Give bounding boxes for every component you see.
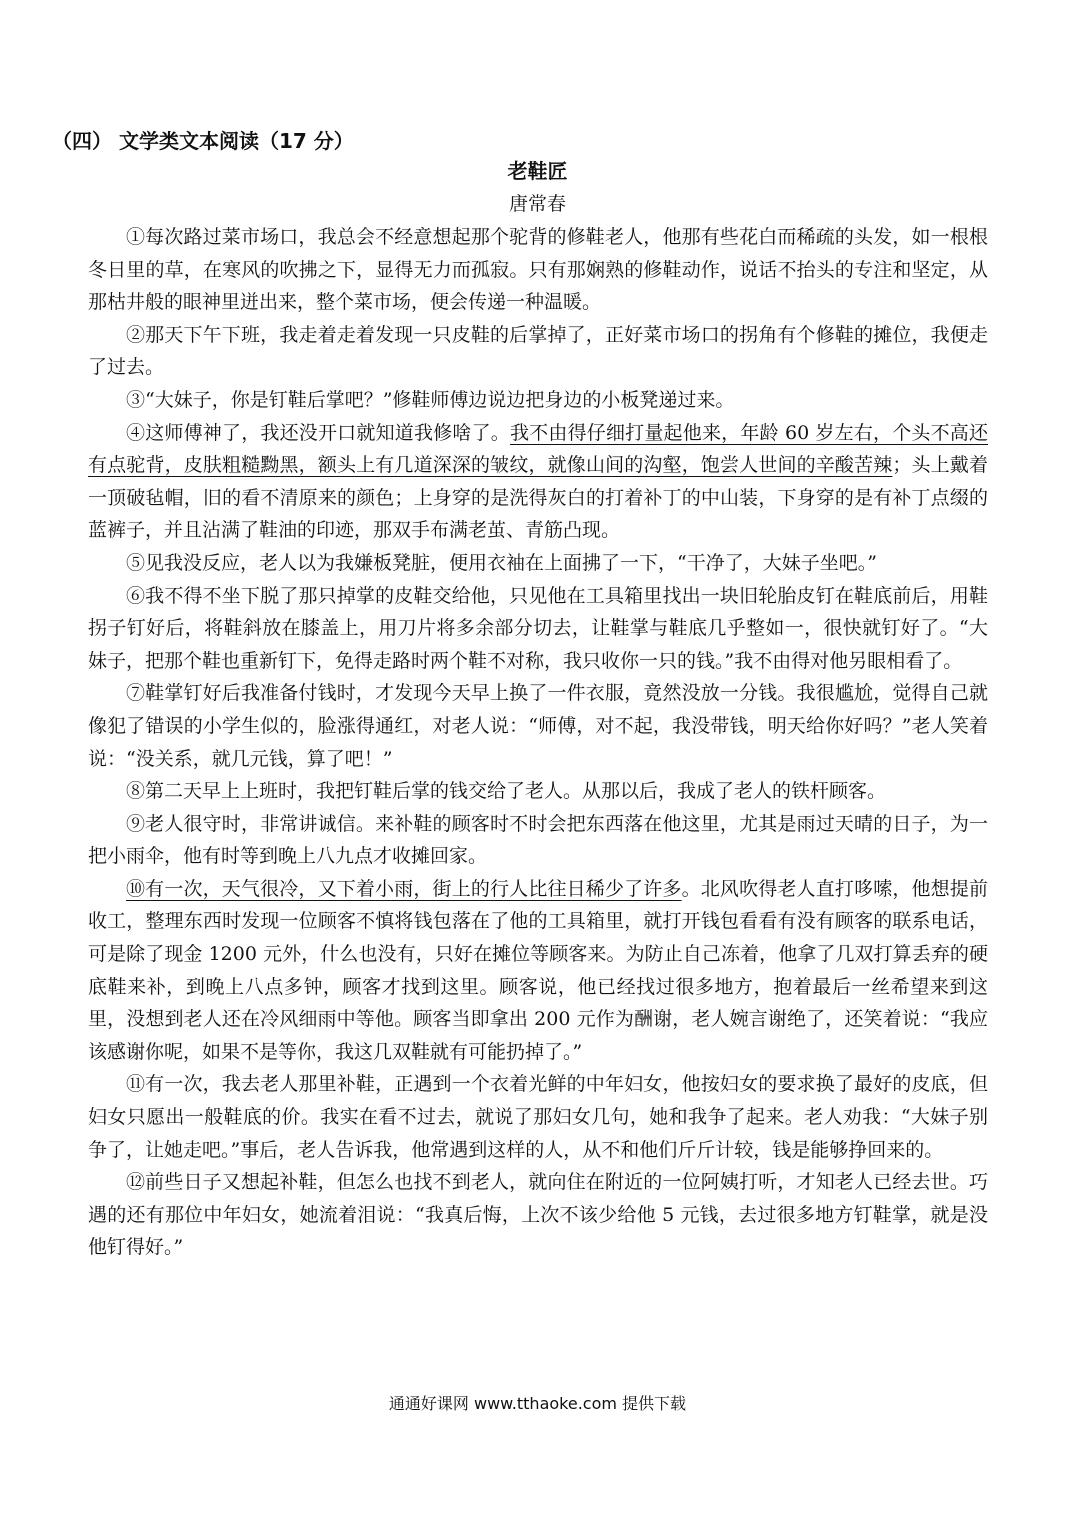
paragraph-2: ②那天下午下班，我走着走着发现一只皮鞋的后掌掉了，正好菜市场口的拐角有个修鞋的摊位，我便走了过去。 xyxy=(88,323,988,379)
section-heading: （四） 文学类文本阅读（17 分） xyxy=(52,129,354,153)
paragraph-4 xyxy=(88,417,988,547)
paragraph-11: ⑪有一次，我去老人那里补鞋，正遇到一个衣着光鲜的中年妇女，他按妇女的要求换了最好的皮底，但妇女只愿出一般鞋底的价。我实在看不过去，就说了那妇女几句，她和我争了起来。老人劝我：“大妹子别争了，让她走吧。”事后，老人告诉我，他常遇到这样的人，从不和他们斤斤计较，钱是能够挣回来的。 xyxy=(88,1073,988,1161)
article-author: 唐常春 xyxy=(508,193,566,215)
paragraph-6: ⑥我不得不坐下脱了那只掉掌的皮鞋交给他，只见他在工具箱里找出一块旧轮胎皮钉在鞋底前后，用鞋拐子钉好后，将鞋斜放在膝盖上，用刀片将多余部分切去，让鞋掌与鞋底几乎整如一，很快就钉好了。“大妹子，把那个鞋也重新钉下，免得走路时两个鞋不对称，我只收你一只的钱。”我不由得对他另眼相看了。 xyxy=(88,584,988,672)
paragraph-10 xyxy=(88,873,988,1069)
paragraph-4-underlined-sentence: 我不由得仔细打量起他来，年龄 60 岁左右，个头不高还有点驼背，皮肤粗糙黝黑，额头上有几道深深的皱纹，就像山间的沟壑，饱尝人世间的辛酸苦辣 xyxy=(88,421,988,477)
paragraph-1: ①每次路过菜市场口，我总会不经意想起那个驼背的修鞋老人，他那有些花白而稀疏的头发，如一根根冬日里的草，在寒风的吹拂之下，显得无力而孤寂。只有那娴熟的修鞋动作，说话不抬头的专注和坚定，从那枯井般的眼神里迸出来，整个菜市场，便会传递一种温暖。 xyxy=(88,226,988,314)
paragraph-10-rest: 。北风吹得老人直打哆嗦，他想提前收工，整理东西时发现一位顾客不慎将钱包落在了他的工具箱里，就打开钱包看看有没有顾客的联系电话，可是除了现金 1200 元外，什么也没有，只好在摊位等顾客来。为防止自己冻着，他拿了几双打算丢弃的硬底鞋来补，到晚上八点多钟，顾客才找到这里。顾客说，他已经找过很多地方，抱着最后一丝希望来到这里，没想到老人还在冷风细雨中等他。顾客当即拿出 200 元作为酬谢，老人婉言谢绝了，还笑着说：“我应该感谢你呢，如果不是等你，我这几双鞋就有可能扔掉了。” xyxy=(88,877,988,1063)
download-footer: 通通好课网 www.tthaoke.com 提供下载 xyxy=(388,1394,687,1413)
paragraph-3: ③“大妹子，你是钉鞋后掌吧？”修鞋师傅边说边把身边的小板凳递过来。 xyxy=(126,388,735,411)
paragraph-9: ⑨老人很守时，非常讲诚信。来补鞋的顾客时不时会把东西落在他这里，尤其是雨过天晴的日子，为一把小雨伞，他有时等到晚上八九点才收摊回家。 xyxy=(88,812,988,868)
paragraph-4-rest: ；头上戴着一顶破毡帽，旧的看不清原来的颜色；上身穿的是洗得灰白的打着补丁的中山装，下身穿的是有补丁点缀的蓝裤子，并且沾满了鞋油的印迹，那双手布满老茧、青筋凸现。 xyxy=(88,454,988,542)
paragraph-5: ⑤见我没反应，老人以为我嫌板凳脏，便用衣袖在上面拂了一下，“干净了，大妹子坐吧。” xyxy=(126,551,877,574)
paragraph-7: ⑦鞋掌钉好后我准备付钱时，才发现今天早上换了一件衣服，竟然没放一分钱。我很尴尬，觉得自己就像犯了错误的小学生似的，脸涨得通红，对老人说：“师傅，对不起，我没带钱，明天给你好吗？”老人笑着说：“没关系，就几元钱，算了吧！” xyxy=(88,682,988,770)
article-title: 老鞋匠 xyxy=(507,159,568,183)
paragraph-10-underlined-sentence: ⑩有一次，天气很冷，又下着小雨，街上的行人比往日稀少了许多 xyxy=(126,877,682,900)
paragraph-12: ⑫前些日子又想起补鞋，但怎么也找不到老人，就向住在附近的一位阿姨打听，才知老人已经去世。巧遇的还有那位中年妇女，她流着泪说：“我真后悔，上次不该少给他 5 元钱，去过很多地方钉鞋掌，就是没他钉得好。” xyxy=(88,1171,988,1259)
article-body xyxy=(88,221,988,1264)
paragraph-8: ⑧第二天早上上班时，我把钉鞋后掌的钱交给了老人。从那以后，我成了老人的铁杆顾客。 xyxy=(126,780,887,803)
paragraph-4-lead: ④这师傅神了，我还没开口就知道我修啥了。 xyxy=(126,421,510,444)
